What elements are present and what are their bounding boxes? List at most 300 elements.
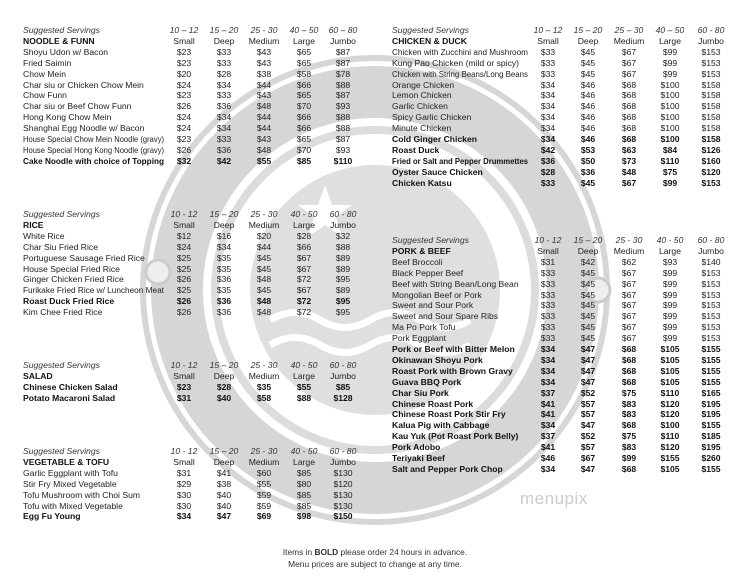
menu-item-row [0,178,750,189]
size-label: Deep [213,35,235,46]
servings-row [0,25,750,36]
menu-item-price: $195 [701,409,721,420]
menu-item-price: $155 [701,365,721,376]
menu-item-price: $153 [701,300,721,311]
menu-item-price: $34 [540,79,556,90]
menu-item-price: $160 [701,155,721,166]
servings-range: 10 - 12 [170,209,198,219]
menu-item-price: $30 [176,500,192,511]
size-label: Deep [213,370,235,381]
menu-item-price: $99 [662,300,678,311]
menu-item-price: $20 [176,68,192,79]
menu-item-price: $153 [701,177,721,188]
servings-range: 25 - 30 [250,360,278,370]
menu-item-price: $24 [176,241,192,252]
menu-item-name: Kim Chee Fried Rice [23,307,103,318]
menu-item-price: $150 [333,511,353,522]
menu-item-name: House Special Hong Kong Noodle (gravy) [23,144,165,155]
size-label: Small [173,35,195,46]
menu-item-price: $62 [621,256,637,267]
menu-item-price: $66 [296,241,312,252]
menu-item-price: $93 [335,144,351,155]
menu-item-price: $36 [580,166,596,177]
size-label: Small [537,35,559,46]
note-text: Items in [282,547,315,557]
menu-item-price: $78 [335,68,351,79]
menu-item-price: $47 [580,463,596,474]
menu-item-price: $48 [256,296,272,307]
menu-item-price: $87 [335,134,351,144]
menu-item-price: $153 [701,57,721,68]
menu-item-price: $65 [296,57,312,68]
menu-item-price: $33 [540,57,556,68]
menu-item-price: $69 [256,511,272,522]
menu-item-name: Chinese Roast Pork Stir Fry [392,409,506,420]
size-label: Large [293,35,315,46]
menu-item-price: $48 [256,101,272,112]
menu-item-price: $45 [580,300,596,311]
menu-item-price: $30 [176,489,192,500]
size-label: Small [173,370,195,381]
menu-item-row [0,69,750,80]
menu-item-price: $67 [621,177,637,188]
menu-item-name: Guava BBQ Pork [392,376,462,387]
servings-range: 25 - 30 [250,446,278,456]
menu-item-row [0,382,750,393]
menu-item-row [0,479,750,490]
menu-item-price: $67 [621,46,637,57]
menu-item-price: $33 [540,267,556,278]
menu-item-price: $48 [256,274,272,285]
menu-item-price: $120 [660,398,680,409]
menu-item-price: $100 [660,90,680,101]
menu-item-price: $66 [296,79,312,90]
menu-item-price: $153 [701,278,721,289]
menu-item-name: White Rice [23,230,65,241]
menu-item-price: $95 [335,307,351,318]
menu-item-price: $36 [216,307,232,318]
menu-item-price: $47 [580,420,596,431]
menu-item-price: $126 [701,144,721,155]
menu-item-row [0,279,750,290]
menupix-watermark: menupix [520,489,588,508]
menu-item-price: $25 [176,285,192,296]
menu-item-name: Oyster Sauce Chicken [392,166,483,177]
menu-item-name: Kau Yuk (Pot Roast Pork Belly) [392,431,519,442]
servings-label: Suggested Servings [23,360,100,370]
menu-item-row [0,268,750,279]
menu-item-price: $68 [621,123,637,134]
menu-item-price: $34 [540,123,556,134]
size-label: Medium [248,456,280,467]
size-label: Small [537,245,559,256]
menu-item-row [0,333,750,344]
menu-item-price: $68 [621,463,637,474]
advance-order-note [0,546,750,558]
menu-item-price: $24 [176,112,192,123]
menu-item-price: $46 [540,453,556,463]
menu-item-price: $38 [216,478,232,489]
menu-item-price: $23 [176,134,192,144]
menu-item-price: $67 [621,300,637,311]
menu-item-price: $42 [540,144,556,155]
menu-item-row [0,468,750,479]
menu-item-price: $33 [540,322,556,333]
menu-item-price: $33 [216,46,232,57]
servings-range: 10 – 12 [169,25,199,35]
servings-row [0,209,750,220]
menu-item-name: Char siu or Beef Chow Funn [23,101,132,112]
menu-item-price: $26 [176,296,192,307]
menu-item-row [0,134,750,145]
menu-item-price: $52 [580,431,596,442]
menu-item-price: $98 [296,511,312,522]
menu-item-row [0,47,750,58]
menu-item-price: $110 [333,155,353,166]
menu-item-price: $99 [662,311,678,322]
menu-item-price: $155 [701,463,721,474]
servings-label: Suggested Servings [392,25,469,35]
menu-item-price: $31 [176,392,192,403]
menu-item-price: $46 [580,134,596,144]
menu-item-price: $87 [335,57,351,68]
menu-item-name: Beef Broccoli [392,256,443,267]
menu-item-price: $99 [621,453,637,463]
menu-item-price: $41 [540,398,556,409]
menu-item-price: $75 [662,166,678,177]
menu-item-name: Ma Po Pork Tofu [392,322,456,333]
menu-item-price: $67 [580,453,596,463]
menu-item-price: $55 [256,155,272,166]
menu-item-price: $165 [701,387,721,398]
menu-item-row [0,123,750,134]
menu-item-price: $57 [580,398,596,409]
menu-item-price: $87 [335,46,351,57]
menu-item-price: $68 [621,112,637,123]
menu-item-price: $28 [216,68,232,79]
menu-item-price: $99 [662,68,678,79]
menu-item-row [0,409,750,420]
menu-item-price: $130 [333,500,353,511]
menu-item-price: $88 [296,392,312,403]
menu-item-name: Kalua Pig with Cabbage [392,420,490,431]
menu-item-price: $45 [580,322,596,333]
menu-item-price: $99 [662,289,678,300]
menu-item-name: Chicken with Zucchini and Mushroom [392,46,528,57]
menu-item-price: $67 [621,322,637,333]
menu-item-price: $65 [296,46,312,57]
menu-item-price: $58 [296,68,312,79]
menu-item-price: $45 [580,278,596,289]
servings-range: 40 - 50 [290,446,318,456]
menu-item-price: $32 [335,230,351,241]
servings-range: 25 - 30 [250,209,278,219]
menu-item-name: Roast Duck Fried Rice [23,296,115,307]
menu-item-row [0,300,750,311]
menu-item-name: Portuguese Sausage Fried Rice [23,252,145,263]
menu-item-price: $66 [296,112,312,123]
menu-item-price: $33 [216,134,232,144]
menu-item-price: $45 [580,311,596,322]
price-change-note: Menu prices are subject to change at any time. [288,559,462,569]
servings-range: 25 - 30 [250,25,278,35]
menu-item-price: $63 [621,144,637,155]
menu-item-price: $158 [701,90,721,101]
menu-item-price: $75 [621,387,637,398]
servings-range: 10 - 12 [170,446,198,456]
menu-item-price: $23 [176,90,192,101]
menu-item-row [0,290,750,301]
servings-range: 40 - 50 [656,235,684,245]
menu-item-name: Fried or Salt and Pepper Drummettes [392,155,529,166]
menu-item-price: $100 [660,101,680,112]
menu-item-price: $46 [580,123,596,134]
menu-item-price: $88 [335,79,351,90]
menu-item-name: Orange Chicken [392,79,455,90]
menu-item-price: $25 [176,263,192,274]
menu-item-price: $89 [335,263,351,274]
menu-item-price: $31 [176,467,192,478]
menu-item-row [0,501,750,512]
menu-item-name: Lemon Chicken [392,90,452,101]
menu-item-name: Sweet and Sour Pork [392,300,474,311]
menu-item-price: $36 [216,274,232,285]
servings-label: Suggested Servings [23,25,100,35]
menu-item-price: $68 [621,354,637,365]
menu-item-price: $41 [216,467,232,478]
size-label: Deep [577,245,599,256]
menu-item-row [0,511,750,522]
menu-item-price: $85 [296,489,312,500]
menu-item-price: $36 [216,296,232,307]
menu-item-name: Cake Noodle with choice of Topping [23,155,165,166]
menu-item-price: $40 [216,489,232,500]
menu-item-price: $80 [296,478,312,489]
menu-item-price: $110 [660,155,680,166]
menu-item-name: Chow Mein [23,68,66,79]
menu-item-price: $140 [701,256,721,267]
menu-item-price: $45 [256,285,272,296]
menu-item-price: $120 [660,409,680,420]
servings-range: 15 – 20 [209,360,239,370]
section-header-row [0,246,750,257]
menu-item-price: $50 [580,155,596,166]
menu-item-price: $24 [176,123,192,134]
menu-item-row [0,257,750,268]
menu-item-price: $59 [256,489,272,500]
servings-range: 15 – 20 [209,446,239,456]
menu-item-price: $58 [256,392,272,403]
menu-item-name: Salt and Pepper Pork Chop [392,463,503,474]
menu-item-price: $33 [540,289,556,300]
servings-range: 15 – 20 [209,209,239,219]
menu-item-price: $260 [701,453,721,463]
menu-item-price: $185 [701,431,721,442]
menu-item-price: $53 [580,144,596,155]
menu-item-name: Char Siu Fried Rice [23,241,98,252]
menu-item-price: $34 [540,101,556,112]
menu-item-price: $23 [176,57,192,68]
menu-item-price: $153 [701,267,721,278]
menu-item-name: Chinese Chicken Salad [23,381,118,392]
menu-item-price: $110 [660,387,680,398]
menu-item-price: $43 [256,134,272,144]
size-label: Small [173,219,195,230]
menu-item-row [0,112,750,123]
menu-item-price: $67 [621,267,637,278]
menu-item-name: Minute Chicken [392,123,452,134]
menu-item-name: Roast Pork with Brown Gravy [392,365,513,376]
menu-item-row [0,145,750,156]
section-header-row [0,457,750,468]
menu-item-name: Char Siu Pork [392,387,449,398]
menu-item-price: $105 [660,376,680,387]
menu-item-row [0,344,750,355]
menu-item-price: $120 [660,442,680,453]
menu-item-name: Tofu Mushroom with Choi Sum [23,489,141,500]
menu-item-price: $42 [580,256,596,267]
menu-item-price: $44 [256,241,272,252]
menu-item-name: Chow Funn [23,90,67,101]
menu-item-price: $85 [296,155,312,166]
menu-item-price: $110 [660,431,680,442]
menu-item-price: $44 [256,112,272,123]
menu-item-price: $68 [621,365,637,376]
menu-item-price: $42 [216,155,232,166]
menu-item-price: $55 [256,478,272,489]
servings-row [0,360,750,371]
menu-item-price: $35 [256,381,272,392]
menu-item-price: $37 [540,387,556,398]
menu-item-price: $88 [335,112,351,123]
servings-range: 40 - 50 [290,209,318,219]
servings-range: 15 – 20 [573,25,603,35]
size-label: Large [293,219,315,230]
menu-item-price: $120 [333,478,353,489]
menu-item-name: Roast Duck [392,144,440,155]
menu-item-price: $48 [256,144,272,155]
menu-item-name: Potato Macaroni Salad [23,392,116,403]
menu-item-price: $26 [176,274,192,285]
menu-item-name: Spicy Garlic Chicken [392,112,472,123]
size-label: Jumbo [330,456,356,467]
menu-item-price: $158 [701,101,721,112]
servings-label: Suggested Servings [23,446,100,456]
menu-item-price: $105 [660,354,680,365]
menu-item-price: $83 [621,442,637,453]
menu-item-price: $72 [296,296,312,307]
menu-item-price: $45 [256,263,272,274]
size-label: Medium [248,219,280,230]
size-label: Jumbo [698,35,724,46]
menu-item-name: Chinese Roast Pork [392,398,474,409]
menu-item-price: $67 [621,68,637,79]
menu-item-price: $195 [701,398,721,409]
menu-item-price: $75 [621,431,637,442]
menu-item-price: $60 [256,467,272,478]
menu-item-price: $57 [580,442,596,453]
menu-item-row [0,431,750,442]
menu-item-price: $67 [621,311,637,322]
menu-item-price: $153 [701,333,721,344]
menu-item-price: $43 [256,90,272,101]
servings-range: 40 – 50 [289,25,319,35]
menu-item-price: $155 [701,354,721,365]
footer-note [0,546,750,570]
menu-item-price: $28 [216,381,232,392]
menu-item-price: $34 [540,463,556,474]
menu-item-price: $31 [540,256,556,267]
menu-item-price: $83 [621,409,637,420]
menu-item-price: $47 [580,376,596,387]
size-label: Large [659,245,681,256]
menu-item-row [0,490,750,501]
menu-item-price: $48 [256,307,272,318]
menu-item-price: $158 [701,79,721,90]
menu-item-price: $34 [540,134,556,144]
size-label: Medium [613,35,645,46]
menu-item-price: $33 [540,300,556,311]
menu-item-price: $34 [540,112,556,123]
menu-item-price: $67 [296,285,312,296]
menu-item-price: $67 [296,263,312,274]
servings-range: 40 – 50 [655,25,685,35]
menu-item-name: Char siu or Chicken Chow Mein [23,79,144,90]
menu-item-price: $67 [621,278,637,289]
menu-item-price: $67 [621,57,637,68]
menu-item-price: $66 [296,123,312,134]
menu-item-name: Pork or Beef with Bitter Melon [392,344,515,354]
menu-item-price: $45 [580,68,596,79]
menu-item-name: Shanghai Egg Noodle w/ Bacon [23,123,145,134]
menu-item-price: $88 [335,241,351,252]
menu-item-price: $155 [701,344,721,354]
menu-item-price: $68 [621,344,637,354]
menu-item-name: House Special Chow Mein Noodle (gravy) [23,134,165,144]
menu-item-name: Garlic Eggplant with Tofu [23,467,118,478]
menu-item-name: House Special Fried Rice [23,263,120,274]
menu-item-price: $41 [540,442,556,453]
menu-item-name: Sweet and Sour Spare Ribs [392,311,499,322]
menu-item-name: Chicken Katsu [392,177,452,188]
menu-item-price: $32 [176,155,192,166]
menu-item-price: $34 [540,365,556,376]
menu-item-price: $100 [660,112,680,123]
menu-item-price: $100 [660,420,680,431]
menu-item-price: $153 [701,46,721,57]
section-title: CHICKEN & DUCK [392,35,467,46]
menu-item-price: $195 [701,442,721,453]
menu-item-row [0,420,750,431]
menu-item-name: Cold Ginger Chicken [392,134,477,144]
menu-item-row [0,156,750,167]
menu-item-price: $35 [216,285,232,296]
menu-item-price: $68 [621,79,637,90]
menu-item-name: Hong Kong Chow Mein [23,112,112,123]
menu-item-price: $16 [216,230,232,241]
menu-item-price: $93 [662,256,678,267]
menu-item-price: $130 [333,467,353,478]
menu-item-name: Pork Adobo [392,442,441,453]
menu-item-price: $47 [580,354,596,365]
servings-range: 15 – 20 [573,235,603,245]
menu-item-price: $99 [662,177,678,188]
size-label: Medium [248,35,280,46]
menu-item-price: $45 [580,46,596,57]
menu-item-row [0,80,750,91]
menu-item-price: $45 [580,177,596,188]
menu-item-price: $38 [256,68,272,79]
